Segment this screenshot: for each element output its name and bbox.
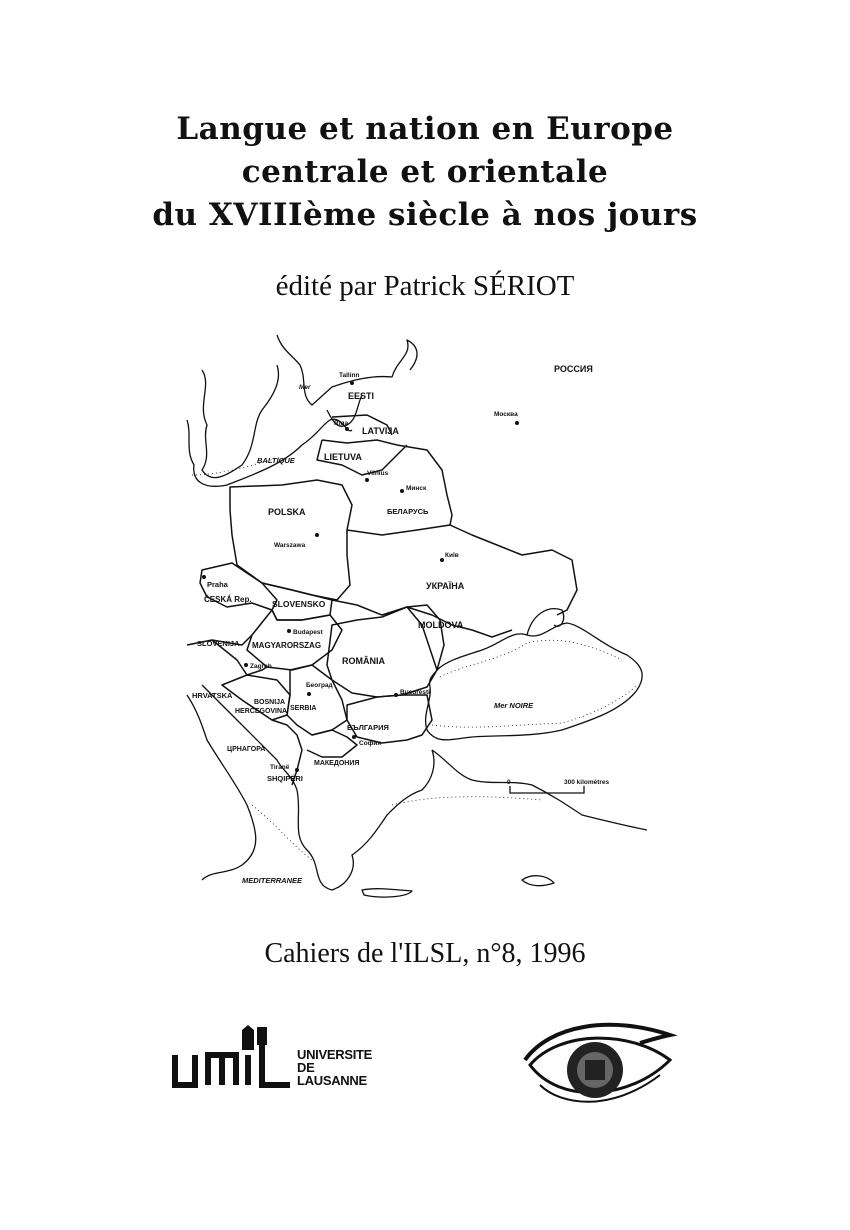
label-baltique: BALTIQUE — [257, 456, 295, 465]
label-ceska: ČESKÁ Rep. — [204, 595, 252, 604]
border-poland — [230, 480, 352, 600]
label-bulgaria: БЪЛГАРИЯ — [347, 723, 389, 732]
scale-zero-label: 0 — [507, 779, 511, 786]
label-hercegovina: HERCEGOVINA — [235, 708, 288, 715]
coast-black-sea — [426, 623, 643, 740]
label-bosnija: BOSNIJA — [254, 699, 286, 706]
label-romania: ROMÂNIA — [342, 656, 385, 666]
editor-line: édité par Patrick SÉRIOT — [275, 270, 575, 302]
unil-mark — [175, 1045, 290, 1085]
label-hrvatska: HRVATSKA — [192, 691, 233, 700]
label-riga: Riga — [334, 420, 349, 427]
city-dot-zagreb — [244, 663, 248, 667]
label-crna-gora: ЦРНАГОРА — [227, 746, 266, 753]
map-labels — [192, 364, 610, 885]
coast-scandinavia — [277, 335, 417, 405]
city-dot-tallinn — [350, 381, 354, 385]
city-dot-riga — [345, 427, 349, 431]
label-warszawa: Warszawa — [274, 542, 306, 549]
label-belarus: БЕЛАРУСЬ — [387, 507, 429, 516]
label-eesti: EESTI — [348, 391, 375, 401]
book-title — [0, 108, 850, 237]
city-dot-kyiv — [440, 558, 444, 562]
unil-text-line-2: DE — [297, 1060, 315, 1075]
city-dot-minsk — [400, 489, 404, 493]
border-serbia — [287, 665, 347, 735]
label-tallinn: Tallinn — [339, 372, 360, 379]
label-minsk: Минск — [406, 485, 427, 492]
label-mediterranee: MEDITERRANEE — [242, 876, 303, 885]
label-vilnius: Vilnius — [367, 470, 389, 477]
city-dot-bucuresti — [394, 693, 398, 697]
unil-text — [297, 1048, 372, 1087]
scale-distance-label: 300 kilomètres — [564, 779, 610, 786]
label-beograd: Београд — [306, 682, 333, 689]
coast-italy — [187, 695, 256, 880]
label-moskva: Москва — [494, 411, 518, 418]
europe-map — [182, 325, 652, 915]
label-latvija: LATVIJA — [362, 426, 399, 436]
coast-greece — [297, 750, 434, 890]
label-slovensko: SLOVENSKO — [272, 599, 326, 609]
label-budapest: Budapest — [293, 629, 323, 636]
city-dot-tirane — [295, 768, 299, 772]
city-dot-sofia — [352, 735, 356, 739]
coast-turkey — [432, 750, 647, 830]
border-latvia-lithuania — [322, 440, 397, 445]
label-ukraina: УКРАЇНА — [426, 581, 465, 591]
city-dot-budapest — [287, 629, 291, 633]
label-tirane: Tiranë — [270, 764, 290, 771]
label-praha: Praha — [207, 580, 228, 589]
series-line: Cahiers de l'ILSL, n°8, 1996 — [264, 938, 586, 969]
unil-text-line-3: LAUSANNE — [297, 1073, 367, 1088]
unil-text-line-1: UNIVERSITE — [297, 1047, 373, 1062]
title-line-3: du XVIIIème siècle à nos jours — [152, 197, 698, 233]
border-belarus-ukraine — [347, 525, 522, 555]
scale-bar — [510, 786, 584, 793]
coastlines — [187, 335, 647, 897]
city-dot-beograd — [307, 692, 311, 696]
label-shqiperi: SHQIPËRI — [267, 774, 303, 783]
border-macedonia — [307, 730, 357, 757]
label-serbia: SERBIA — [290, 705, 317, 712]
coast-crete — [362, 889, 412, 897]
city-dot-vilnius — [365, 478, 369, 482]
label-rossiya: РОССИЯ — [554, 364, 593, 374]
city-dot-warszawa — [315, 533, 319, 537]
label-makedonija: МАКЕДОНИЯ — [314, 760, 360, 767]
label-sofia: София — [359, 740, 382, 747]
border-bulgaria — [347, 695, 432, 743]
city-dot-praha — [202, 575, 206, 579]
label-mer-noire: Mer NOIRE — [494, 701, 534, 710]
title-line-1: Langue et nation en Europe — [176, 111, 674, 147]
label-lietuva: LIETUVA — [324, 452, 362, 462]
label-zagreb: Zagreb — [250, 663, 272, 670]
label-slovenija: SLOVENIJA — [197, 639, 240, 648]
label-mer: Mer — [299, 384, 311, 391]
label-bucuresti: Bucureşti — [400, 689, 430, 696]
label-magyarorszag: MAGYARORSZAG — [252, 641, 322, 650]
eye-emblem — [520, 1015, 680, 1115]
sea-stipple — [192, 457, 637, 860]
label-polska: POLSKA — [268, 507, 306, 517]
coast-azov — [527, 609, 564, 635]
border-ukraine-russia — [522, 550, 577, 615]
city-dot-moskva — [515, 421, 519, 425]
title-line-2: centrale et orientale — [241, 154, 609, 190]
label-moldova: MOLDOVA — [418, 620, 464, 630]
label-kyiv: Київ — [445, 552, 459, 559]
coast-cyprus — [522, 876, 554, 886]
